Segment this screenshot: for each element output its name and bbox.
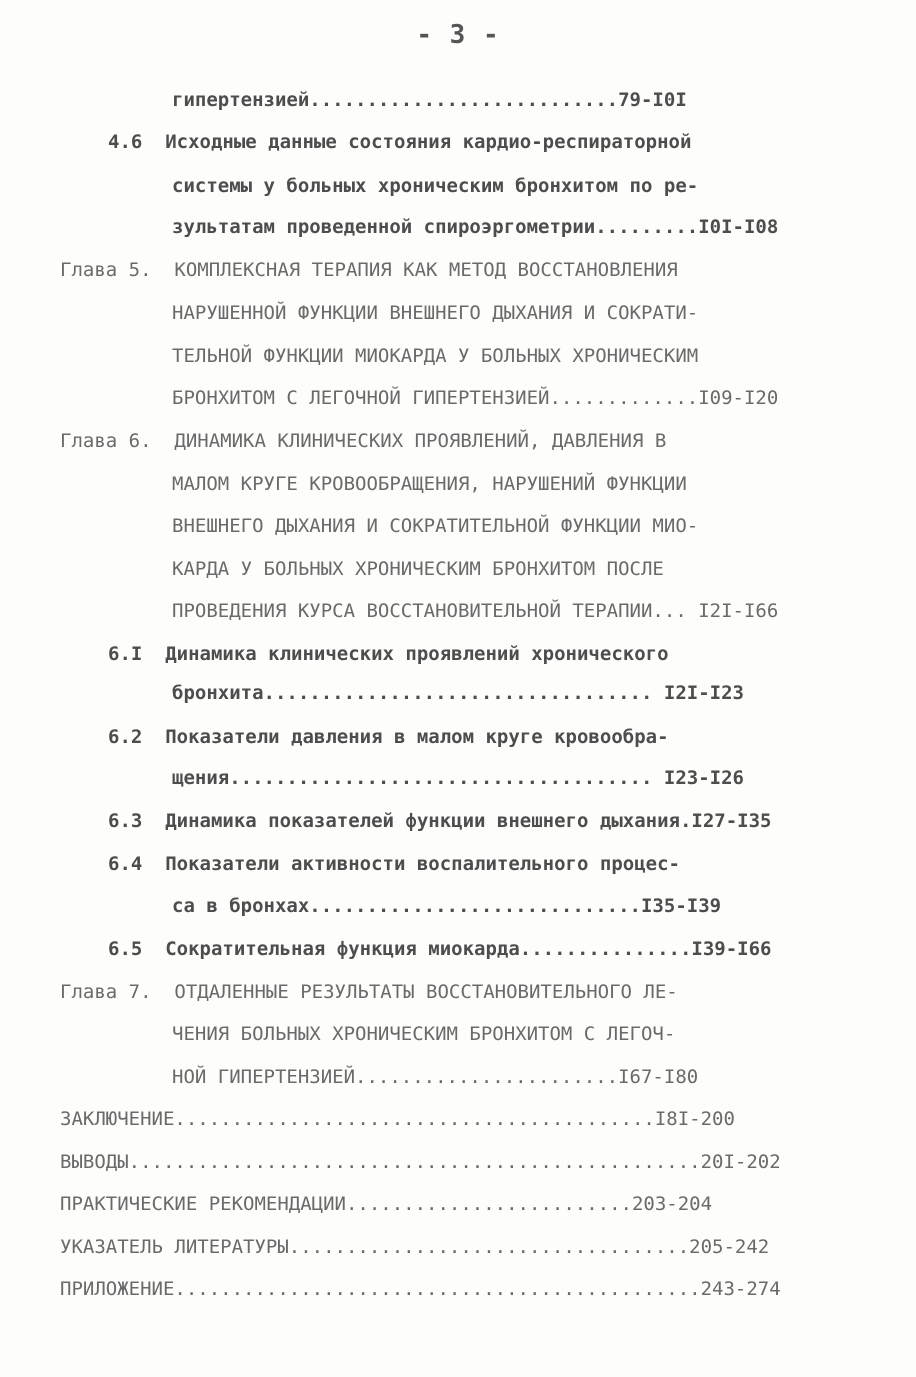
toc-line: МАЛОМ КРУГЕ КРОВООБРАЩЕНИЯ, НАРУШЕНИЙ ФУНКЦИИ (172, 473, 687, 495)
toc-line: ПРОВЕДЕНИЯ КУРСА ВОССТАНОВИТЕЛЬНОЙ ТЕРАПИИ... I2I-I66 (172, 600, 779, 622)
toc-line: ПРИЛОЖЕНИЕ..............................................243-274 (60, 1278, 781, 1300)
toc-line: НОЙ ГИПЕРТЕНЗИЕЙ.......................I67-I80 (172, 1066, 699, 1088)
toc-line: УКАЗАТЕЛЬ ЛИТЕРАТУРЫ...................................205-242 (60, 1236, 770, 1258)
toc-line: ВНЕШНЕГО ДЫХАНИЯ И СОКРАТИТЕЛЬНОЙ ФУНКЦИИ МИО- (172, 515, 699, 537)
toc-line: са в бронхах.............................I35-I39 (172, 895, 722, 917)
toc-line: ПРАКТИЧЕСКИЕ РЕКОМЕНДАЦИИ.........................203-204 (60, 1193, 713, 1215)
toc-line: бронхита.................................. I2I-I23 (172, 682, 744, 704)
toc-line: Глава 6. ДИНАМИКА КЛИНИЧЕСКИХ ПРОЯВЛЕНИЙ, ДАВЛЕНИЯ В (60, 430, 667, 452)
toc-line: Глава 7. ОТДАЛЕННЫЕ РЕЗУЛЬТАТЫ ВОССТАНОВИТЕЛЬНОГО ЛЕ- (60, 981, 678, 1003)
toc-line: 6.2 Показатели давления в малом круге кровообра- (108, 726, 669, 748)
toc-line: системы у больных хроническим бронхитом по ре- (172, 175, 699, 197)
toc-line: Глава 5. КОМПЛЕКСНАЯ ТЕРАПИЯ КАК МЕТОД ВОССТАНОВЛЕНИЯ (60, 259, 678, 281)
toc-line: щения..................................... I23-I26 (172, 767, 744, 789)
toc-line: ВЫВОДЫ..................................................20I-202 (60, 1151, 781, 1173)
page-number: - 3 - (416, 20, 500, 50)
toc-line: ТЕЛЬНОЙ ФУНКЦИИ МИОКАРДА У БОЛЬНЫХ ХРОНИЧЕСКИМ (172, 345, 699, 367)
toc-line: ЧЕНИЯ БОЛЬНЫХ ХРОНИЧЕСКИМ БРОНХИТОМ С ЛЕГОЧ- (172, 1023, 676, 1045)
toc-line: 6.3 Динамика показателей функции внешнего дыхания.I27-I35 (108, 810, 772, 832)
toc-line: БРОНХИТОМ С ЛЕГОЧНОЙ ГИПЕРТЕНЗИЕЙ.............I09-I20 (172, 387, 779, 409)
toc-line: КАРДА У БОЛЬНЫХ ХРОНИЧЕСКИМ БРОНХИТОМ ПОСЛЕ (172, 558, 664, 580)
toc-line: гипертензией...........................79-I0I (172, 89, 687, 111)
toc-line: 6.4 Показатели активности воспалительного процес- (108, 853, 680, 875)
toc-line: НАРУШЕННОЙ ФУНКЦИИ ВНЕШНЕГО ДЫХАНИЯ И СОКРАТИ- (172, 302, 699, 324)
toc-line: 4.6 Исходные данные состояния кардио-респираторной (108, 131, 692, 153)
toc-line: зультатам проведенной спироэргометрии.........I0I-I08 (172, 216, 779, 238)
toc-line: 6.I Динамика клинических проявлений хронического (108, 643, 669, 665)
toc-line: ЗАКЛЮЧЕНИЕ..........................................I8I-200 (60, 1108, 735, 1130)
toc-line: 6.5 Сократительная функция миокарда...............I39-I66 (108, 938, 772, 960)
